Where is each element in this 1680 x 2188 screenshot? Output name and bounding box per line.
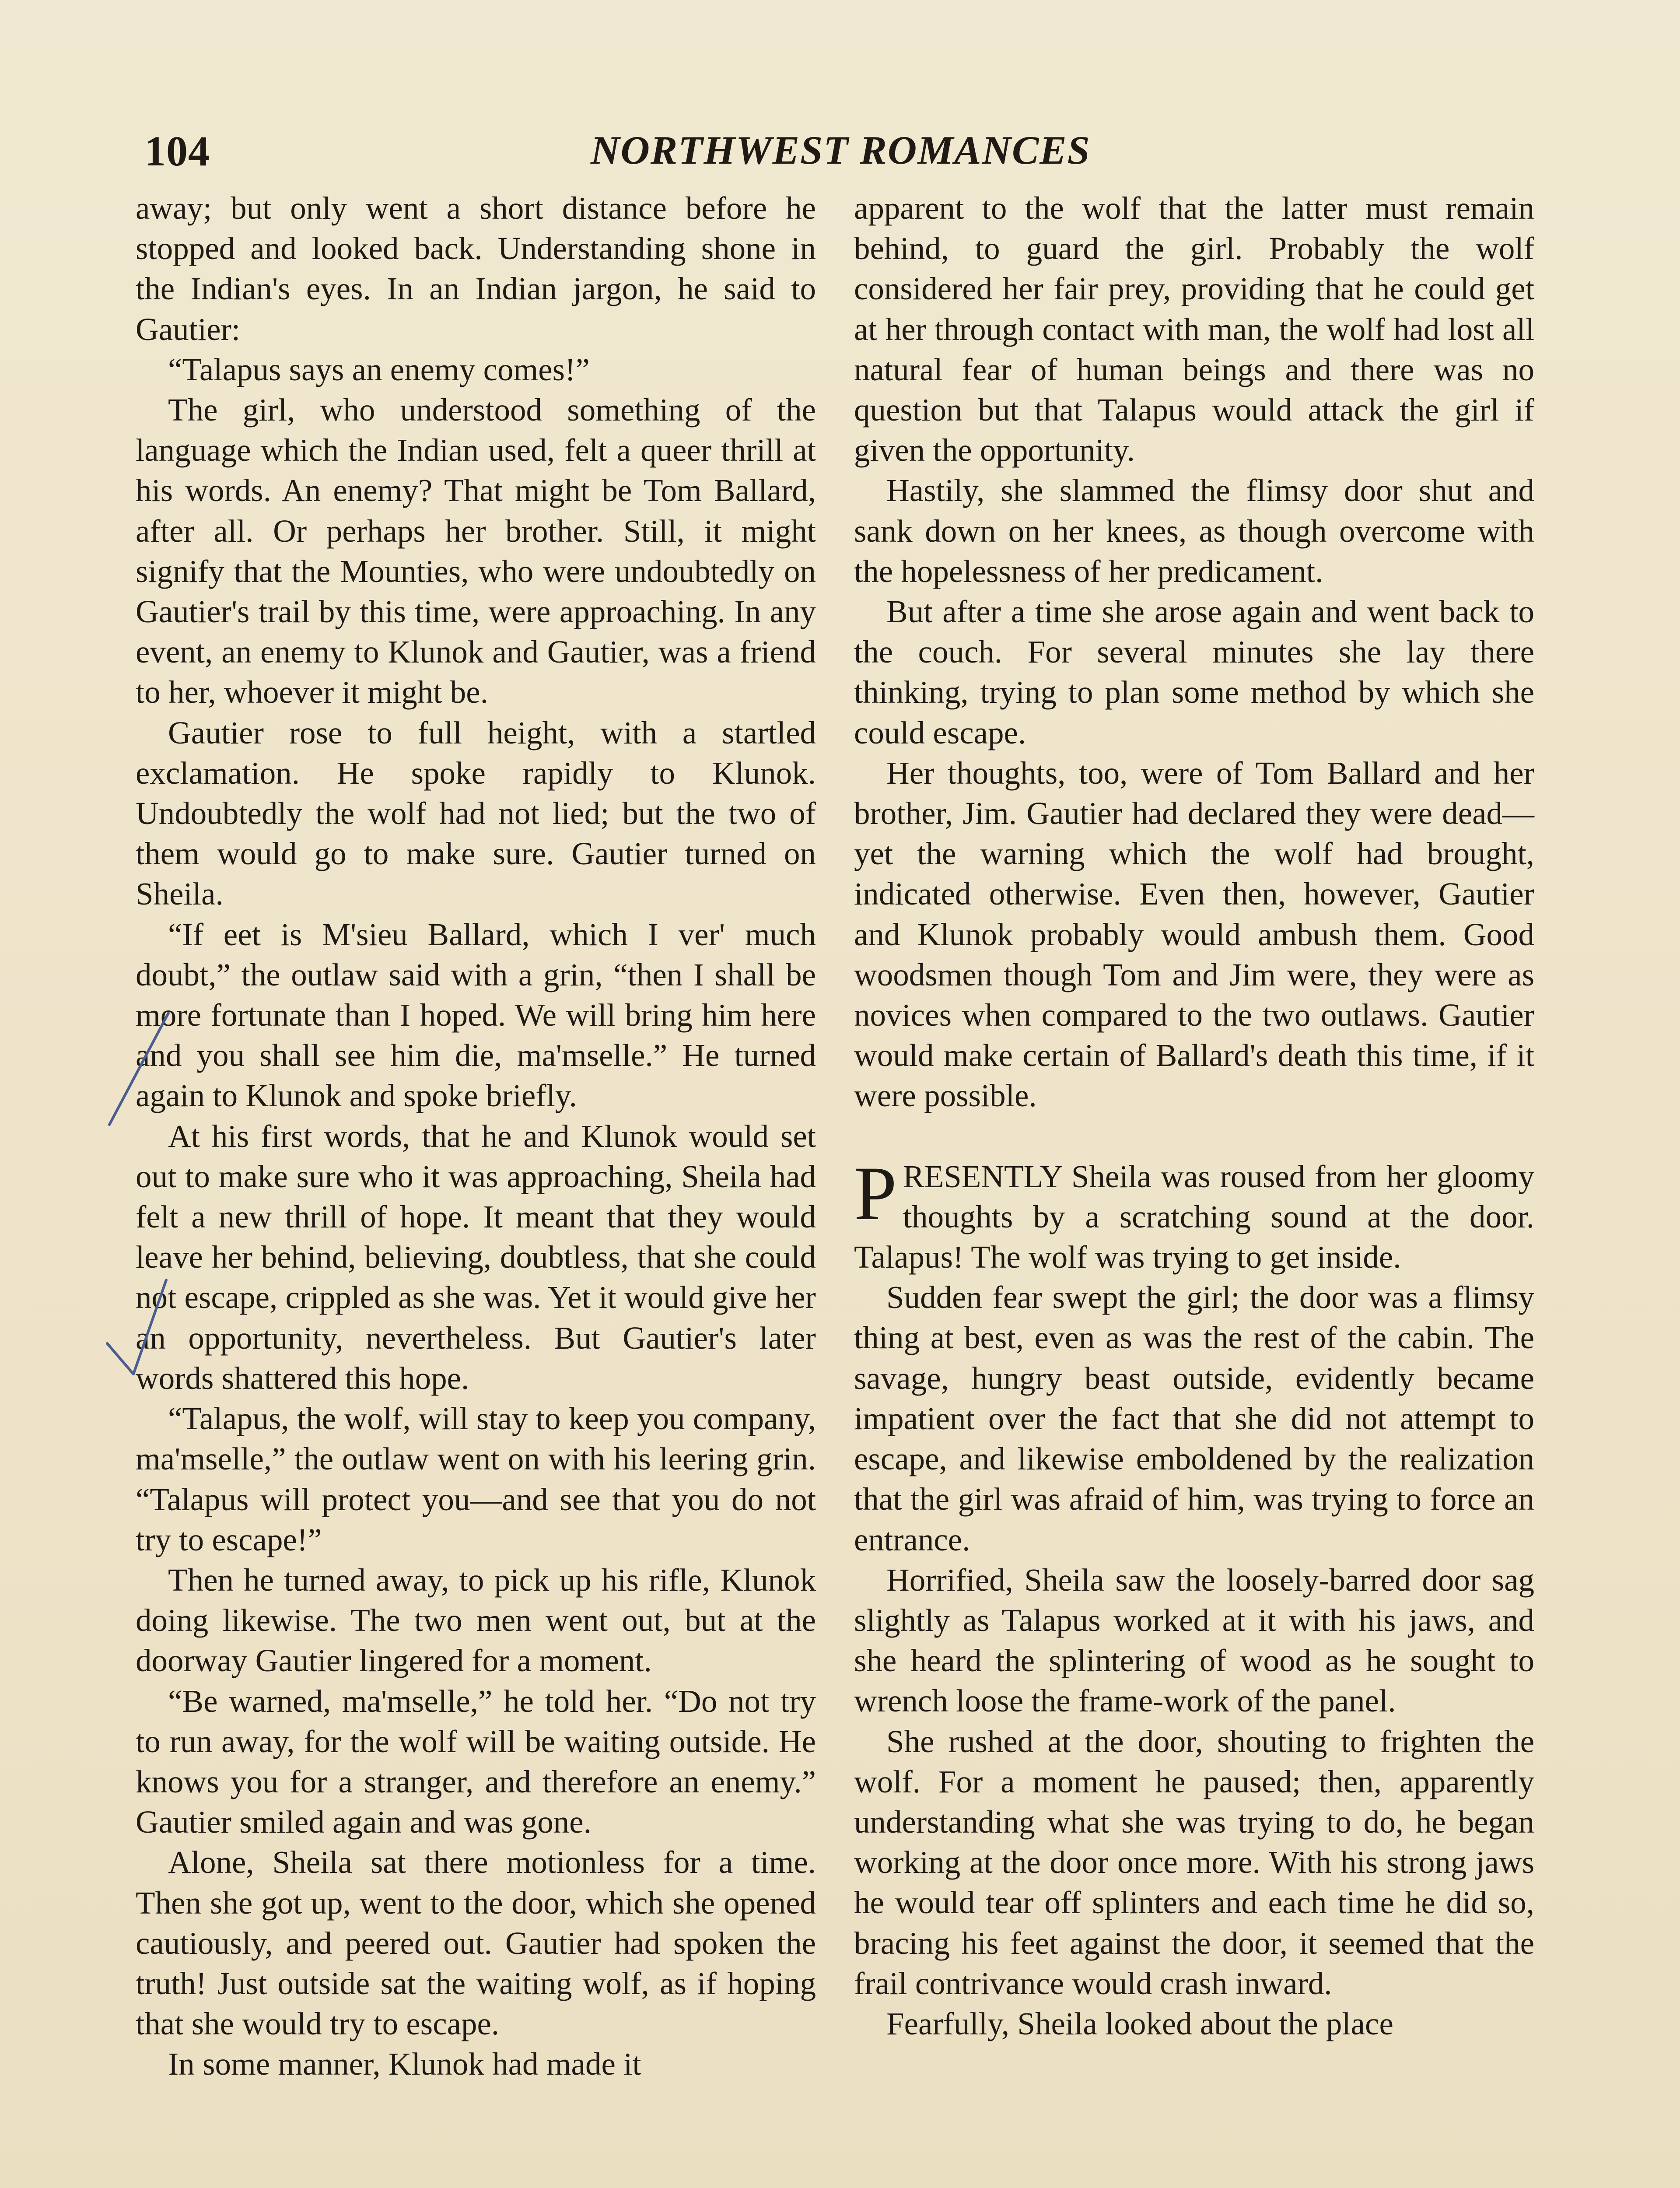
paragraph: In some manner, Klunok had made it bbox=[168, 2046, 641, 2082]
paragraph: apparent to the wolf that the latter must remain behind, to guard the girl. Probably the wolf considered her fair prey, providing that he could get at her through contact with man, the wolf had lost all natural fear of human beings and there was no question but that Talapus would attack the girl if given the opportunity. bbox=[854, 190, 1534, 468]
paragraph: Then he turned away, to pick up his rifle, Klunok doing likewise. The two men went out, but at the doorway Gautier lingered for a moment. bbox=[136, 1562, 816, 1679]
page-number: 104 bbox=[144, 128, 210, 175]
paragraph: Alone, Sheila sat there motionless for a time. Then she got up, went to the door, which she opened cautiously, and peered out. Gautier had spoken the truth! Just outside sat the waiting wolf, as if hoping that she would try to escape. bbox=[136, 1844, 816, 2042]
paragraph: “Talapus says an enemy comes!” bbox=[168, 351, 590, 387]
paragraph: “If eet is M'sieu Ballard, which I ver' much doubt,” the outlaw said with a grin, “then I shall be more fortunate than I hoped. We will bring him here and you shall see him die, ma'mselle.” He turned again to Klunok and spoke briefly. bbox=[136, 916, 816, 1114]
right-text-column bbox=[854, 188, 1534, 2044]
drop-cap: P bbox=[854, 1150, 897, 1236]
running-title: NORTHWEST ROMANCES bbox=[591, 128, 1091, 172]
paragraph: Fearfully, Sheila looked about the place bbox=[886, 2006, 1393, 2041]
paragraph: Sudden fear swept the girl; the door was a flimsy thing at best, even as was the rest of the cabin. The savage, hungry beast outside, evidently became impatient over the fact that she did not attempt to escape, and likewise emboldened by the realization that the girl was afraid of him, was trying to force an entrance. bbox=[854, 1280, 1534, 1557]
page-header bbox=[131, 123, 1549, 184]
paragraph: At his first words, that he and Klunok would set out to make sure who it was approaching, Sheila had felt a new thrill of hope. It meant that they would leave her behind, believing, doubtless, that she could not escape, crippled as she was. Yet it would give her an opportunity, nevertheless. But Gautier's later words shattered this hope. bbox=[136, 1118, 816, 1396]
paragraph: She rushed at the door, shouting to frighten the wolf. For a moment he paused; then, apparently understanding what she was trying to do, he began working at the door once more. With his strong jaws he would tear off splinters and each time he did so, bracing his feet against the door, it seemed that the frail contrivance would crash inward. bbox=[854, 1723, 1534, 2001]
paragraph: The girl, who understood something of the language which the Indian used, felt a queer thrill at his words. An enemy? That might be Tom Ballard, after all. Or perhaps her brother. Still, it might signify that the Mounties, who were undoubtedly on Gautier's trail by this time, were approaching. In any event, an enemy to Klunok and Gautier, was a friend to her, whoever it might be. bbox=[136, 392, 816, 710]
left-text-column bbox=[136, 188, 816, 2085]
paragraph: Hastily, she slammed the flimsy door shut and sank down on her knees, as though overcome with the hopelessness of her predicament. bbox=[854, 473, 1534, 589]
paragraph: But after a time she arose again and went back to the couch. For several minutes she lay there thinking, trying to plan some method by which she could escape. bbox=[854, 594, 1534, 750]
pencil-mark-icon bbox=[92, 998, 188, 1392]
paragraph: “Talapus, the wolf, will stay to keep you company, ma'mselle,” the outlaw went on with his leering grin. “Talapus will protect you—and see that you do not try to escape!” bbox=[136, 1401, 816, 1557]
paragraph: Gautier rose to full height, with a startled exclamation. He spoke rapidly to Klunok. Undoubtedly the wolf had not lied; but the two of them would go to make sure. Gautier turned on Sheila. bbox=[136, 715, 816, 912]
paragraph: Her thoughts, too, were of Tom Ballard and her brother, Jim. Gautier had declared they were dead—yet the warning which the wolf had brought, indicated otherwise. Even then, however, Gautier and Klunok probably would ambush them. Good woodsmen though Tom and Jim were, they were as novices when compared to the two outlaws. Gautier would make certain of Ballard's death this time, if it were possible. bbox=[854, 755, 1534, 1114]
section-opening-text: RESENTLY Sheila was roused from her gloomy thoughts by a scratching sound at the door. Talapus! The wolf was trying to get inside. bbox=[854, 1158, 1534, 1275]
paragraph: away; but only went a short distance before he stopped and looked back. Understanding shone in the Indian's eyes. In an Indian jargon, he said to Gautier: bbox=[136, 190, 816, 347]
paragraph: Horrified, Sheila saw the loosely-barred door sag slightly as Talapus worked at it with his jaws, and she heard the splintering of wood as he sought to wrench loose the frame-work of the panel. bbox=[854, 1562, 1534, 1719]
section-opening-paragraph bbox=[854, 1150, 1534, 1278]
paragraph: “Be warned, ma'mselle,” he told her. “Do not try to run away, for the wolf will be waiting outside. He knows you for a stranger, and therefore an enemy.” Gautier smiled again and was gone. bbox=[136, 1683, 816, 1840]
